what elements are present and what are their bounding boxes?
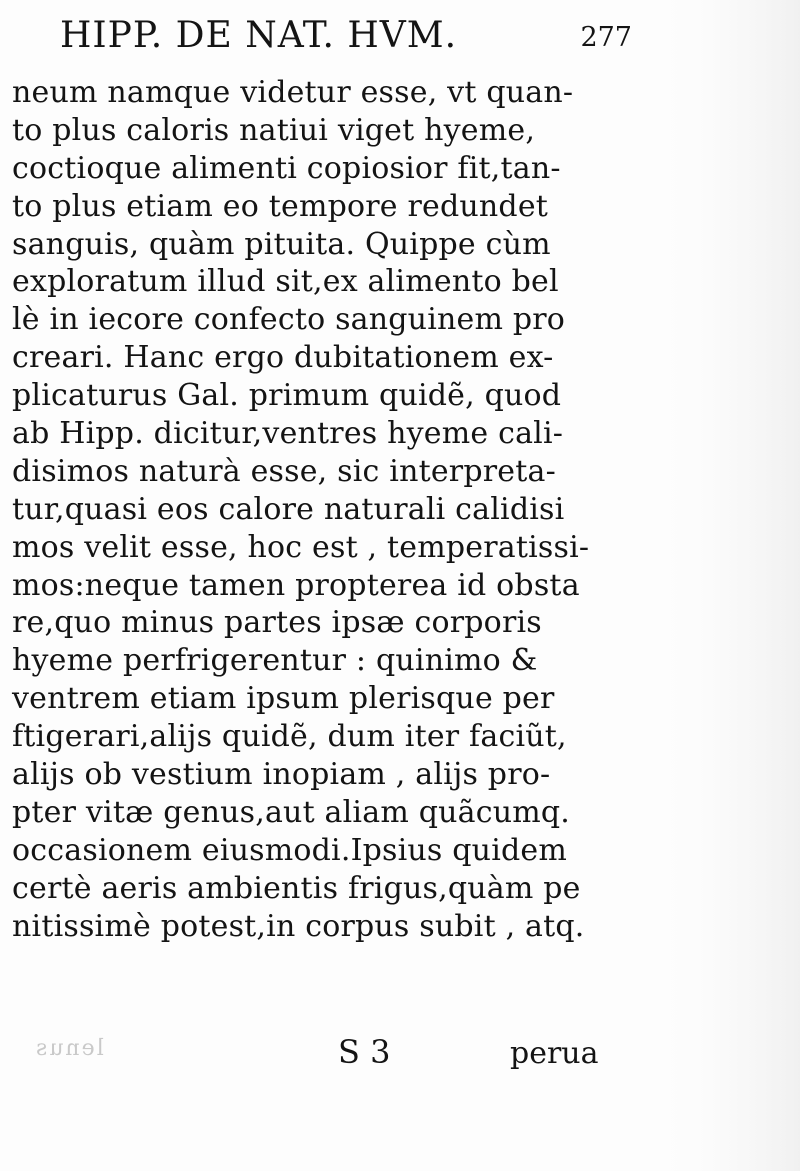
- text-line: ventrem etiam ipsum plerisque per: [12, 681, 555, 717]
- text-line: pter vitæ genus,aut aliam quãcumq.: [12, 794, 571, 830]
- text-line: ftigerari,alijs quidẽ, dum iter faciũt,: [12, 719, 567, 755]
- text-line: exploratum illud sit,ex alimento bel: [12, 264, 559, 300]
- text-line: creari. Hanc ergo dubitationem ex-: [12, 340, 554, 376]
- text-line: mos velit esse, hoc est , temperatissi-: [12, 529, 590, 565]
- page-header: [60, 14, 632, 58]
- catchword: perua: [510, 1036, 599, 1071]
- text-line: ab Hipp. dicitur,ventres hyeme cali-: [12, 416, 564, 452]
- text-line: nitissimè potest,in corpus subit , atq.: [12, 908, 585, 944]
- page-footer: [12, 1030, 632, 1076]
- text-line: mos:neque tamen propterea id obsta: [12, 567, 580, 603]
- text-line: alijs ob vestium inopiam , alijs pro-: [12, 757, 551, 793]
- text-line: coctioque alimenti copiosior fit,tan-: [12, 150, 561, 186]
- body-text: [12, 74, 630, 945]
- text-line: to plus etiam eo tempore redundet: [12, 188, 549, 224]
- text-line: certè aeris ambientis frigus,quàm pe: [12, 870, 581, 906]
- running-head: HIPP. DE NAT. HVM.: [60, 15, 458, 56]
- text-line: neum namque videtur esse, vt quan-: [12, 75, 574, 110]
- text-line: to plus caloris natiui viget hyeme,: [12, 112, 536, 148]
- text-line: lè in iecore confecto sanguinem pro: [12, 302, 566, 338]
- text-line: occasionem eiusmodi.Ipsius quidem: [12, 832, 567, 868]
- text-line: tur,quasi eos calore naturali calidisi: [12, 491, 565, 527]
- signature-mark: S 3: [338, 1033, 391, 1071]
- show-through-text: lenus: [34, 1036, 104, 1061]
- text-line: hyeme perfrigerentur : quinimo &: [12, 643, 538, 679]
- text-line: sanguis, quàm pituita. Quippe cùm: [12, 226, 551, 262]
- text-line: re,quo minus partes ipsæ corporis: [12, 605, 542, 641]
- text-line: disimos naturà esse, sic interpreta-: [12, 453, 556, 489]
- page-number: 277: [580, 22, 632, 53]
- text-line: plicaturus Gal. primum quidẽ, quod: [12, 378, 562, 414]
